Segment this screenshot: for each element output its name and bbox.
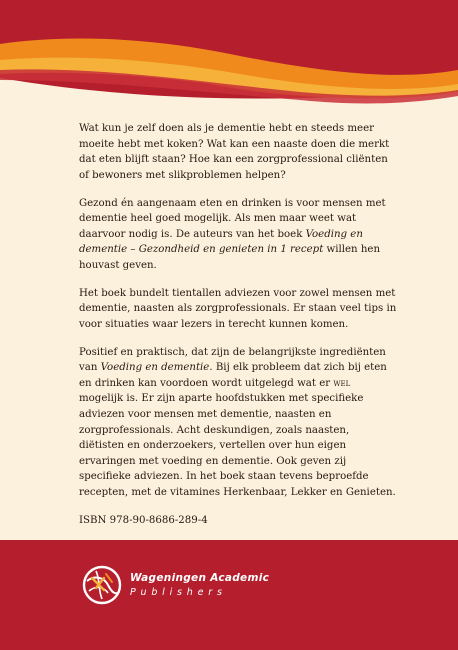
back-cover-text	[79, 121, 397, 541]
publisher-block	[82, 565, 269, 605]
book-title-short: Voeding en dementie	[100, 362, 210, 374]
publisher-name-line1: Wageningen Academic	[130, 572, 270, 584]
isbn-number: ISBN 978-90-8686-289-4	[79, 514, 208, 526]
fourth-paragraph: Positief en praktisch, dat zijn de belangrijkste ingrediënten van Voeding en dementie. Bij elk probleem dat zich bij eten en drinken kan voordoen wordt uitgelegd wat er wel mogelijk is. Er zijn aparte hoofdstukken met specifieke adviezen voor mensen met dementie, naasten en zorgprofessionals. Acht deskundigen, zoals naasten, diëtisten en onderzoekers, vertellen over hun eigen ervaringen met voeding en dementie. Ook geven zij specifieke adviezen. In het boek staan tevens beproefde recepten, met de vitamines Herkenbaar, Lekker en Genieten.	[79, 346, 396, 499]
wageningen-globe-logo-icon	[82, 565, 122, 605]
book-title-full: Voeding en dementie – Gezondheid en genieten in 1 recept	[79, 228, 363, 256]
top-wave-band	[0, 0, 458, 112]
publisher-name	[130, 572, 269, 598]
third-paragraph: Het boek bundelt tientallen adviezen voor zowel mensen met dementie, naasten als zorgprofessionals. Er staan veel tips in voor situaties waar lezers in terecht kunnen komen.	[79, 287, 397, 330]
intro-paragraph: Wat kun je zelf doen als je dementie hebt en steeds meer moeite hebt met koken? Wat kan een naaste doen die merkt dat eten blijft staan? Hoe kan een zorgprofessional cliënten of bewoners met slikproblemen helpen?	[79, 123, 390, 181]
second-paragraph: Gezond én aangenaam eten en drinken is voor mensen met dementie heel goed mogelijk. Als men maar weet wat daarvoor nodig is. De auteurs van het boek Voeding en dementie – Gezondheid en genieten in 1 recept willen hen houvast geven.	[79, 197, 386, 271]
publisher-name-line2: Publishers	[130, 587, 227, 598]
emphasis-wel: wel	[333, 377, 351, 389]
